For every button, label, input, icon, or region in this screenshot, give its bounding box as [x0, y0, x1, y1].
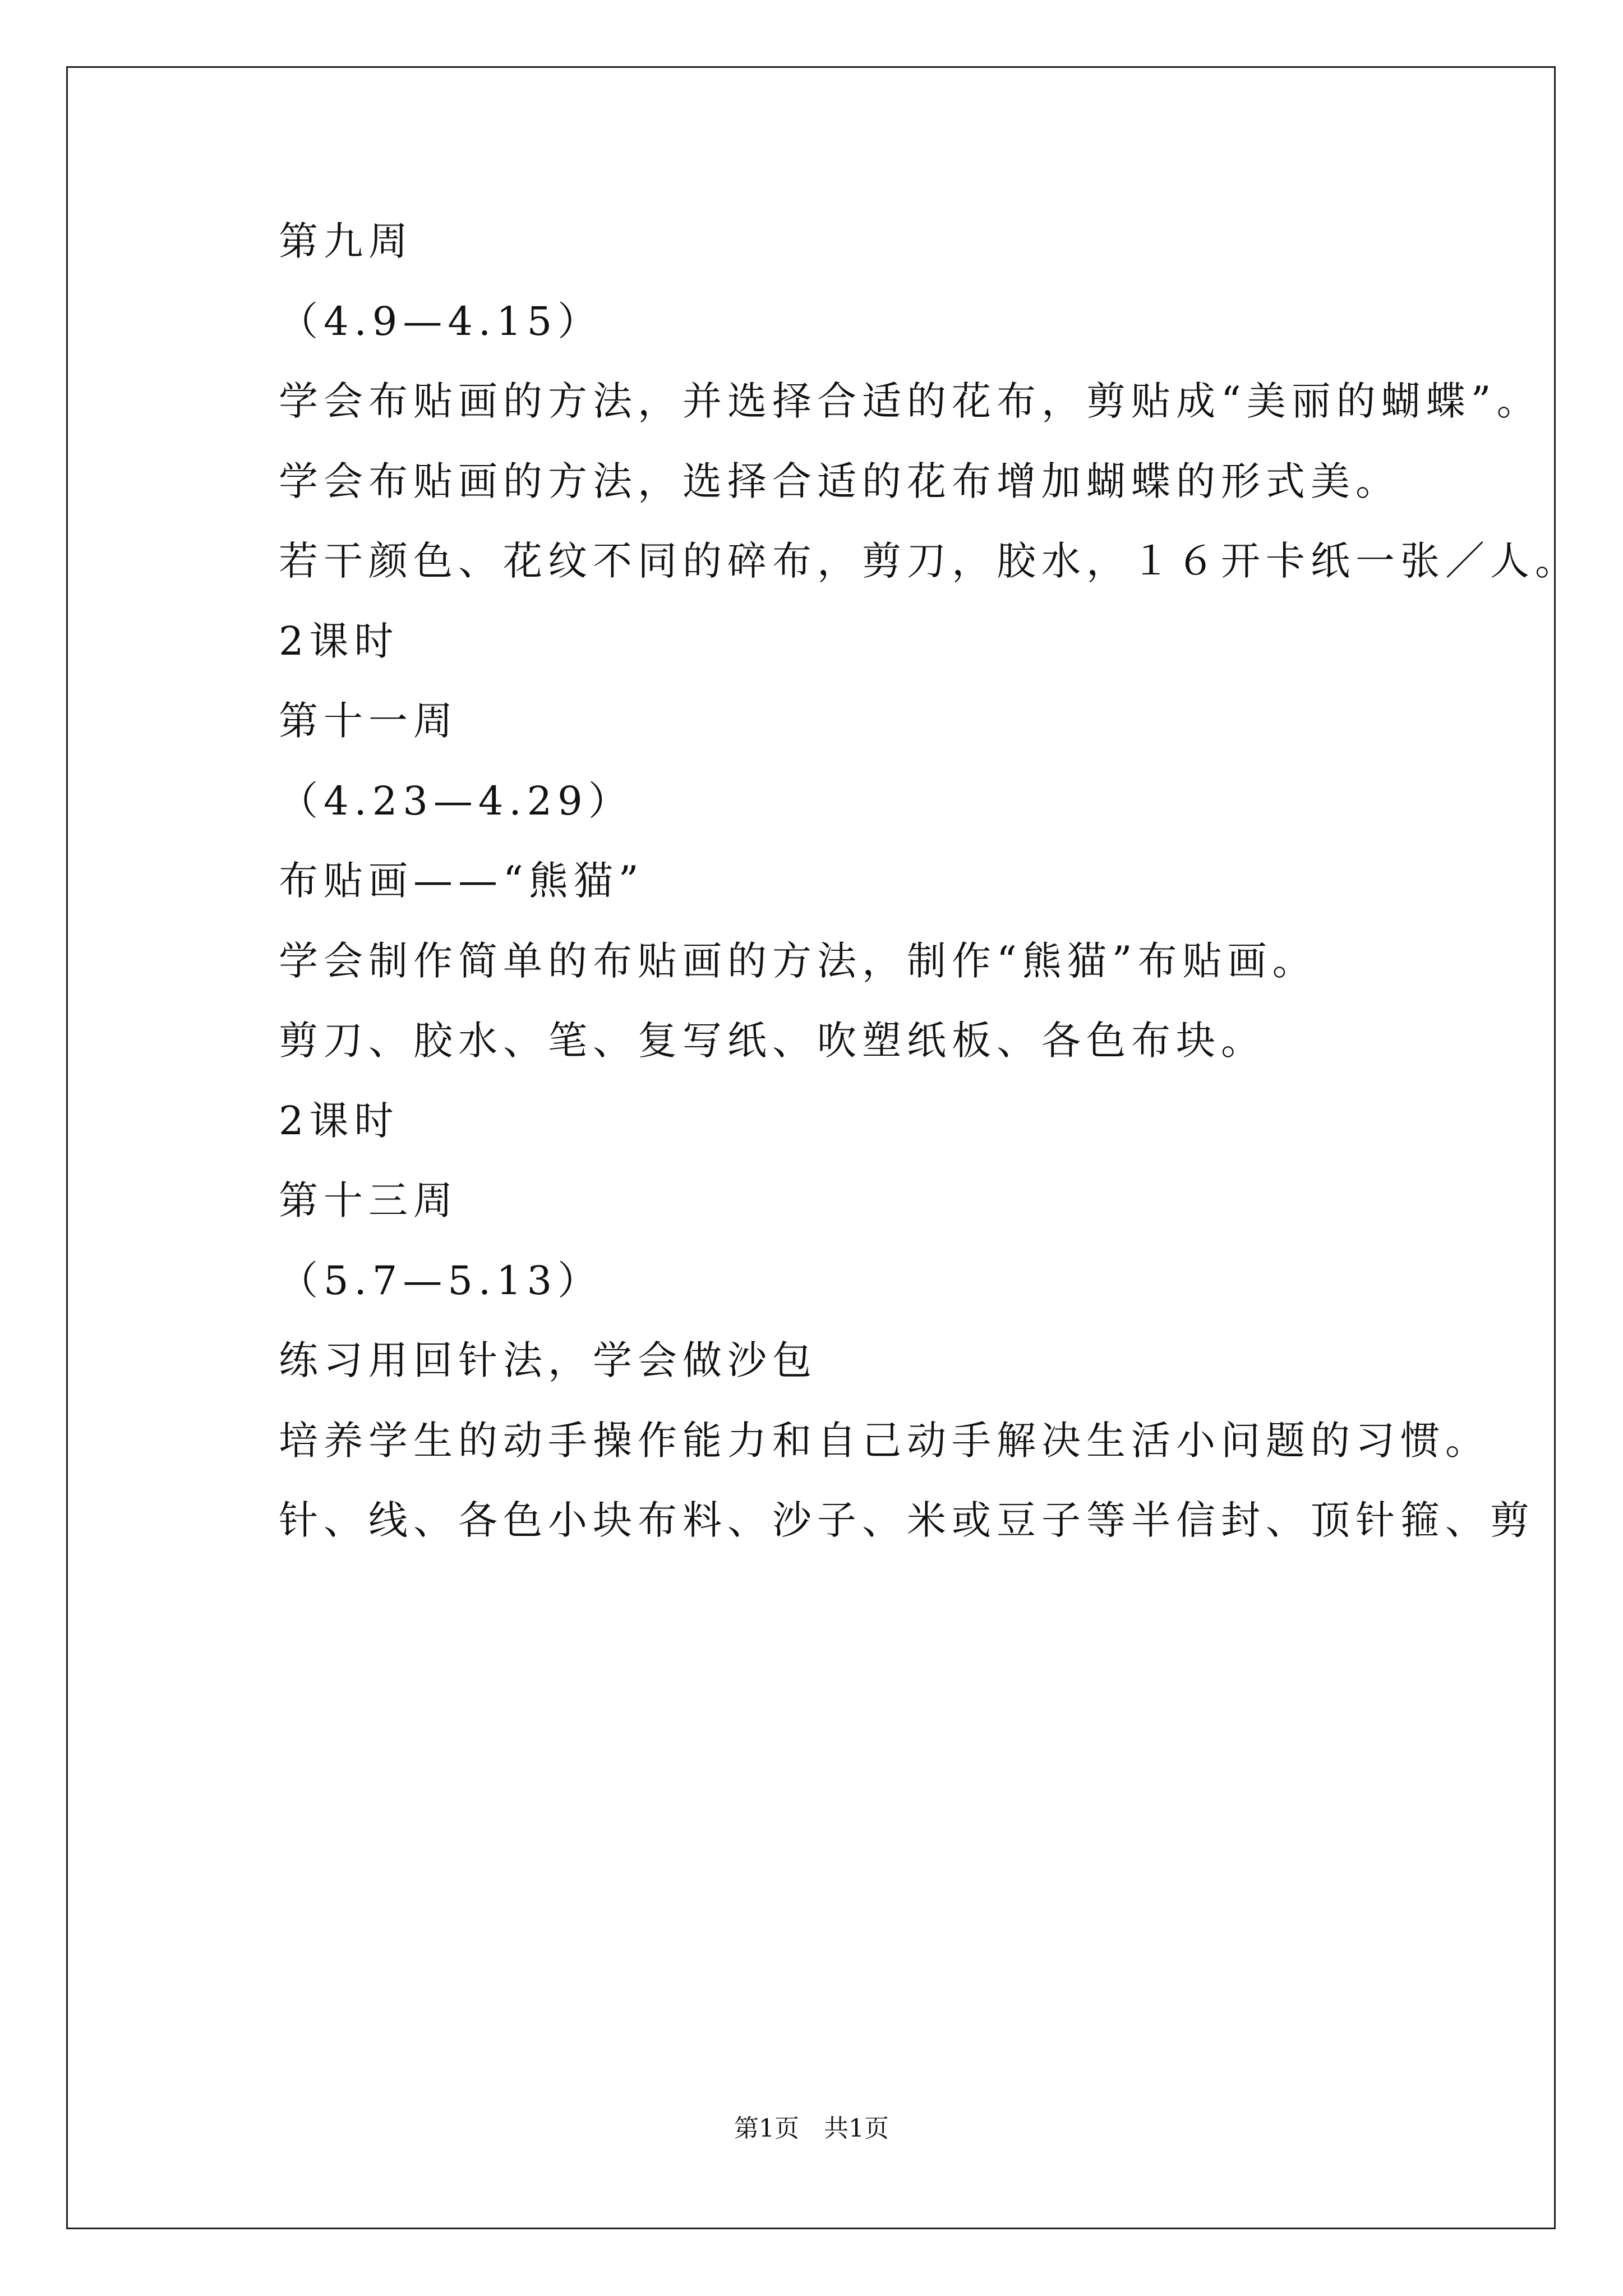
- lesson-materials: 剪刀、胶水、笔、复写纸、吹塑纸板、各色布块。: [279, 1018, 1266, 1064]
- lesson-content: 学会布贴画的方法，并选择合适的花布，剪贴成“美丽的蝴蝶”。: [279, 378, 1542, 424]
- week-heading: 第十一周: [279, 698, 458, 744]
- lesson-materials: 若干颜色、花纹不同的碎布，剪刀，胶水，１６开卡纸一张／人。: [279, 538, 1580, 584]
- lesson-goal: 学会布贴画的方法，选择合适的花布增加蝴蝶的形式美。: [279, 458, 1400, 504]
- lesson-content: 布贴画——“熊猫”: [279, 858, 644, 904]
- date-range: （4.9—4.15）: [279, 298, 603, 344]
- page-footer: 第1页 共1页: [734, 2114, 889, 2143]
- lesson-hours: 2课时: [279, 618, 399, 664]
- lesson-content: 练习用回针法，学会做沙包: [279, 1337, 817, 1383]
- week-heading: 第九周: [279, 218, 413, 264]
- date-range: （5.7—5.13）: [279, 1258, 603, 1304]
- lesson-hours: 2课时: [279, 1098, 399, 1144]
- week-heading: 第十三周: [279, 1177, 458, 1223]
- lesson-goal: 培养学生的动手操作能力和自己动手解决生活小问题的习惯。: [279, 1418, 1490, 1464]
- lesson-goal: 学会制作简单的布贴画的方法，制作“熊猫”布贴画。: [279, 938, 1317, 984]
- date-range: （4.23—4.29）: [279, 778, 633, 824]
- lesson-materials: 针、线、各色小块布料、沙子、米或豆子等半信封、顶针箍、剪: [279, 1497, 1535, 1543]
